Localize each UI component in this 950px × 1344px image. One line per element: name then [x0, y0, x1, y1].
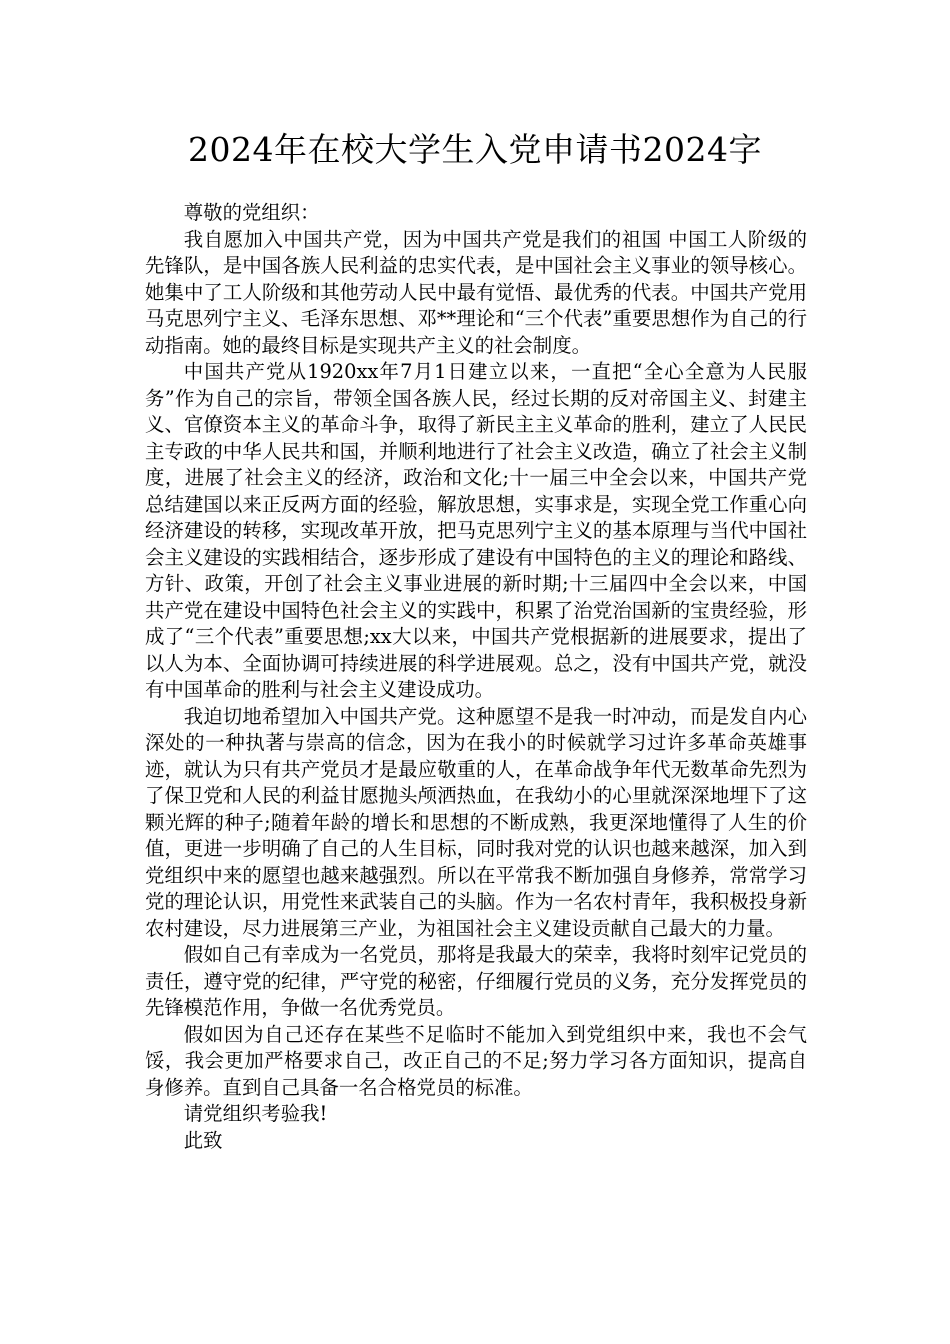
paragraph-history: 中国共产党从1920xx年7月1日建立以来，一直把“全心全意为人民服务”作为自己的宗旨，带领全国各族人民，经过长期的反对帝国主义、封建主义、官僚资本主义的革命斗争，取得了新民主主义革命的胜利，建立了人民民主专政的中华人民共和国，并顺利地进行了社会主义改造，确立了社会主义制度，进展了社会主义的经济，政治和文化;十一届三中全会以来，中国共产党总结建国以来正反两方面的经验，解放思想，实事求是，实现全党工作重心向经济建设的转移，实现改革开放，把马克思列宁主义的基本原理与当代中国社会主义建设的实践相结合，逐步形成了建设有中国特色的主义的理论和路线、方针、政策，开创了社会主义事业进展的新时期;十三届四中全会以来，中国共产党在建设中国特色社会主义的实践中，积累了治党治国新的宝贵经验，形成了“三个代表”重要思想;xx大以来，中国共产党根据新的进展要求，提出了以人为本、全面协调可持续进展的科学进展观。总之，没有中国共产党，就没有中国革命的胜利与社会主义建设成功。 [145, 360, 807, 701]
salutation: 尊敬的党组织： [183, 201, 320, 224]
paragraph-resolve: 假如因为自己还存在某些不足临时不能加入到党组织中来，我也不会气馁，我会更加严格要求自己，改正自己的不足;努力学习各方面知识，提高自身修养。直到自己具备一名合格党员的标准。 [145, 1022, 807, 1099]
paragraph-aspiration: 我迫切地希望加入中国共产党。这种愿望不是我一时冲动，而是发自内心深处的一种执著与崇高的信念，因为在我小的时候就学习过许多革命英雄事迹，就认为只有共产党员才是最应敬重的人，在革命战争年代无数革命先烈为了保卫党和人民的利益甘愿抛头颅洒热血，在我幼小的心里就深深地埋下了这颗光辉的种子;随着年龄的增长和思想的不断成熟，我更深地懂得了人生的价值，更进一步明确了自己的人生目标，同时我对党的认识也越来越深，加入到党组织中来的愿望也越来越强烈。所以在平常我不断加强自身修养，常常学习党的理论认识，用党性来武装自己的头脑。作为一名农村青年，我积极投身新农村建设，尽力进展第三产业，为祖国社会主义建设贡献自己最大的力量。 [145, 704, 807, 940]
closing-request: 请党组织考验我! [183, 1102, 328, 1125]
paragraph-commitment: 假如自己有幸成为一名党员，那将是我最大的荣幸，我将时刻牢记党员的责任，遵守党的纪律，严守党的秘密，仔细履行党员的义务，充分发挥党员的先锋模范作用，争做一名优秀党员。 [145, 943, 807, 1019]
closing-salute: 此致 [183, 1128, 223, 1152]
document-body [145, 200, 807, 1154]
paragraph-intro: 我自愿加入中国共产党，因为中国共产党是我们的祖国 中国工人阶级的先锋队，是中国各族人民利益的忠实代表，是中国社会主义事业的领导核心。她集中了工人阶级和其他劳动人民中最有觉悟、最优秀的代表。中国共产党用马克思列宁主义、毛泽东思想、邓**理论和“三个代表”重要思想作为自己的行动指南。她的最终目标是实现共产主义的社会制度。 [145, 227, 807, 357]
document-title: 2024年在校大学生入党申请书2024字 [188, 130, 762, 169]
